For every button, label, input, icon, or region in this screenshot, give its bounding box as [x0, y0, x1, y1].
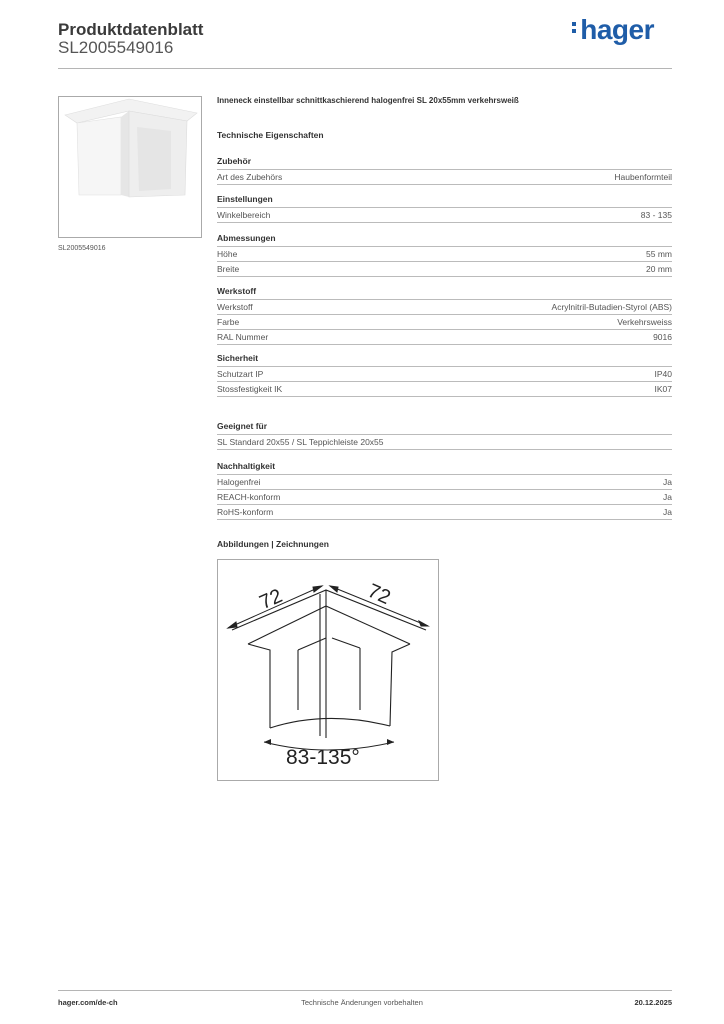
- group-nachhaltigkeit: [217, 461, 672, 520]
- spec-value: 20 mm: [646, 264, 672, 274]
- spec-label: RAL Nummer: [217, 332, 269, 342]
- group-title: Abmessungen: [217, 233, 672, 247]
- spec-label: Werkstoff: [217, 302, 253, 312]
- hager-logo: [572, 14, 654, 46]
- drawings-title: Abbildungen | Zeichnungen: [217, 539, 329, 549]
- header-divider: [58, 68, 672, 69]
- spec-value: Verkehrsweiss: [617, 317, 672, 327]
- spec-row: [217, 382, 672, 397]
- spec-label: Farbe: [217, 317, 240, 327]
- spec-row: [217, 330, 672, 345]
- spec-value: Ja: [663, 507, 672, 517]
- spec-row: [217, 435, 672, 450]
- spec-row: [217, 262, 672, 277]
- spec-row: [217, 300, 672, 315]
- corner-drawing-icon: [218, 560, 438, 780]
- group-sicherheit: [217, 353, 672, 397]
- thumbnail-caption: SL2005549016: [58, 245, 106, 252]
- spec-row: [217, 367, 672, 382]
- footer-website-link[interactable]: hager.com/de-ch: [58, 998, 118, 1007]
- spec-row: [217, 490, 672, 505]
- group-abmessungen: [217, 233, 672, 277]
- spec-value: Ja: [663, 477, 672, 487]
- group-einstellungen: [217, 194, 672, 223]
- spec-row: [217, 475, 672, 490]
- spec-value: 83 - 135: [640, 210, 672, 220]
- spec-label: Stossfestigkeit IK: [217, 384, 283, 394]
- spec-label: Winkelbereich: [217, 210, 271, 220]
- group-werkstoff: [217, 286, 672, 345]
- group-zubehoer: [217, 156, 672, 185]
- spec-label: RoHS-konform: [217, 507, 274, 517]
- technical-drawing: [217, 559, 439, 781]
- spec-row: [217, 208, 672, 223]
- section-title: Technische Eigenschaften: [217, 130, 324, 140]
- group-title: Zubehör: [217, 156, 672, 170]
- group-title: Sicherheit: [217, 353, 672, 367]
- spec-label: Höhe: [217, 249, 238, 259]
- spec-row: [217, 505, 672, 520]
- dimension-right-label: 72: [364, 579, 394, 610]
- group-title: Werkstoff: [217, 286, 672, 300]
- spec-label: Breite: [217, 264, 240, 274]
- spec-value: Ja: [663, 492, 672, 502]
- spec-row: [217, 247, 672, 262]
- group-title: Nachhaltigkeit: [217, 461, 672, 475]
- page-title: Produktdatenblatt: [58, 20, 204, 39]
- spec-row: [217, 315, 672, 330]
- footer-date: 20.12.2025: [634, 998, 672, 1007]
- product-render-icon: [59, 97, 201, 237]
- spec-value: IP40: [654, 369, 672, 379]
- angle-range-label: 83-135°: [286, 746, 360, 769]
- logo-text: hager: [580, 14, 654, 45]
- group-title: Einstellungen: [217, 194, 672, 208]
- spec-value: 55 mm: [646, 249, 672, 259]
- spec-label: Schutzart IP: [217, 369, 264, 379]
- product-title: Inneneck einstellbar schnittkaschierend halogenfrei SL 20x55mm verkehrsweiß: [217, 96, 519, 105]
- spec-label: Art des Zubehörs: [217, 172, 283, 182]
- spec-value: Haubenformteil: [614, 172, 672, 182]
- footer-disclaimer: Technische Änderungen vorbehalten: [301, 998, 423, 1007]
- spec-value: 9016: [653, 332, 672, 342]
- logo-dots-icon: [572, 19, 576, 36]
- spec-label: SL Standard 20x55 / SL Teppichleiste 20x55: [217, 437, 384, 447]
- footer-divider: [58, 990, 672, 991]
- spec-value: Acrylnitril-Butadien-Styrol (ABS): [551, 302, 672, 312]
- spec-value: IK07: [654, 384, 672, 394]
- group-title: Geeignet für: [217, 421, 672, 435]
- product-image: [58, 96, 202, 238]
- dimension-left-label: 72: [256, 584, 286, 615]
- spec-label: REACH-konform: [217, 492, 281, 502]
- spec-label: Halogenfrei: [217, 477, 261, 487]
- specs-panel: [217, 96, 672, 549]
- spec-row: [217, 170, 672, 185]
- article-number: SL2005549016: [58, 38, 174, 57]
- group-geeignet: [217, 421, 672, 450]
